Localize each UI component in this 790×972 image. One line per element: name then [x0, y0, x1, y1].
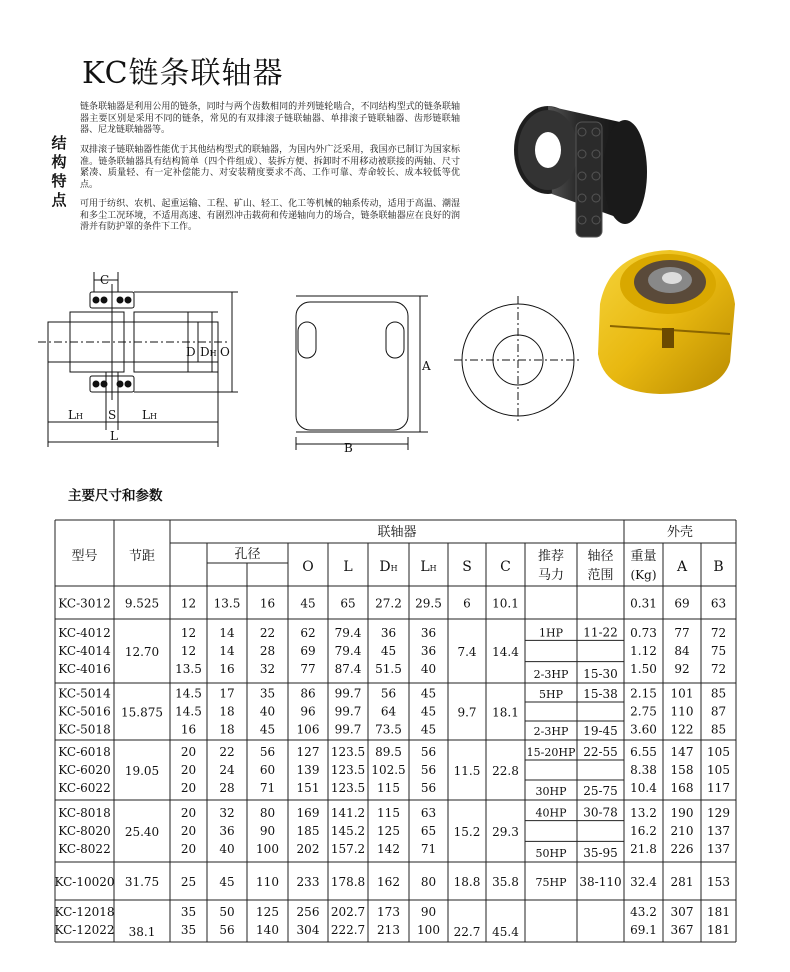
- l-cell: 99.7: [334, 722, 362, 737]
- dh-cell: 213: [377, 923, 400, 937]
- lh-cell: 56: [420, 763, 437, 777]
- side-char: 构: [51, 153, 67, 171]
- dh-cell: 115: [377, 806, 400, 820]
- a-cell: 226: [670, 842, 694, 856]
- bore3-cell: 110: [256, 875, 279, 889]
- weight-cell: 2.15: [630, 686, 657, 701]
- bore1-cell: 16: [180, 722, 197, 737]
- bore2-cell: 14: [219, 626, 235, 640]
- a-cell: 110: [670, 704, 694, 719]
- c-cell: 14.4: [492, 645, 519, 659]
- b-cell: 85: [710, 722, 727, 737]
- o-cell: 69: [300, 644, 316, 658]
- b-cell: 85: [710, 686, 727, 701]
- model-cell: KC-5014: [58, 686, 111, 701]
- o-cell: 139: [296, 763, 320, 777]
- features-paragraph: 双排滚子链联轴器性能优于其他结构型式的联轴器，为国内外广泛采用，我国亦已制订为国家标准。链条联轴器具有结构简单（四个件组成）、装拆方便、拆卸时不用移动被联接的两轴、尺寸紧凑、质量轻、有一定补偿能力、对安装精度要求不高、工作可靠、寿命较长、成本较低等优点。: [80, 145, 460, 190]
- model-cell: KC-6018: [58, 745, 111, 759]
- model-cell: KC-8018: [58, 806, 111, 820]
- o-cell: 127: [296, 745, 320, 759]
- bore2-cell: 56: [219, 923, 235, 937]
- bore2-cell: 32: [219, 806, 235, 820]
- dim-label-c: C: [100, 273, 110, 287]
- a-cell: 92: [674, 662, 690, 676]
- c-cell: 35.8: [492, 875, 519, 889]
- pitch-cell: 25.40: [124, 825, 160, 839]
- model-cell: KC-8020: [58, 824, 111, 838]
- model-cell: KC-10020: [54, 875, 115, 889]
- a-cell: 190: [670, 806, 694, 820]
- dh-cell: 64: [380, 704, 397, 719]
- a-cell: 367: [670, 923, 694, 937]
- model-cell: KC-4014: [58, 644, 111, 658]
- model-cell: KC-12022: [54, 923, 115, 937]
- bore3-cell: 125: [256, 905, 279, 919]
- bore1-cell: 25: [180, 875, 197, 889]
- weight-cell: 6.55: [630, 745, 657, 759]
- lh-cell: 36: [420, 644, 437, 658]
- dh-cell: 27.2: [375, 596, 402, 611]
- bore3-cell: 90: [259, 824, 276, 838]
- dh-cell: 36: [380, 626, 397, 640]
- c-cell: 29.3: [492, 825, 519, 839]
- header-s: S: [462, 559, 472, 575]
- header-dh: DH: [379, 559, 398, 575]
- bore3-cell: 45: [259, 722, 276, 737]
- o-cell: 169: [296, 806, 320, 820]
- l-cell: 202.7: [330, 905, 366, 919]
- side-char: 特: [51, 172, 67, 190]
- pitch-cell: 9.525: [124, 596, 160, 611]
- a-cell: 147: [670, 745, 694, 759]
- header-weight: (Kg): [630, 568, 657, 582]
- l-cell: 123.5: [330, 763, 366, 777]
- b-cell: 72: [710, 626, 727, 640]
- a-cell: 307: [670, 905, 694, 919]
- b-cell: 105: [707, 763, 730, 777]
- dim-label-dh: DH: [200, 345, 217, 359]
- a-cell: 69: [674, 596, 690, 611]
- a-cell: 77: [674, 626, 690, 640]
- model-cell: KC-6020: [58, 763, 111, 777]
- weight-cell: 1.50: [630, 662, 657, 676]
- b-cell: 129: [707, 806, 730, 820]
- dh-cell: 102.5: [371, 763, 406, 777]
- application-paragraph: 可用于纺织、农机、起重运输、工程、矿山、轻工、化工等机械的轴系传动，适用于高温、潮湿和多尘工况环境，不适用高速、有剧烈冲击载荷和传递轴向力的场合，链条联轴器应在良好的润滑并有防护罩的条件下工作。: [80, 199, 460, 232]
- dh-cell: 115: [377, 781, 400, 795]
- dim-label-o: O: [220, 345, 230, 359]
- bore1-cell: 20: [180, 842, 197, 856]
- dh-cell: 173: [377, 905, 400, 919]
- shaft-cell: 11-22: [583, 625, 618, 640]
- header-weight: 重量: [630, 549, 657, 564]
- hp-cell: 30HP: [535, 785, 567, 798]
- bore1-cell: 20: [180, 763, 197, 777]
- l-cell: 222.7: [330, 923, 366, 937]
- a-cell: 101: [670, 686, 694, 701]
- weight-cell: 3.60: [630, 722, 657, 737]
- pitch-cell: 12.70: [124, 645, 160, 659]
- b-cell: 181: [707, 923, 730, 937]
- bore1-cell: 20: [180, 781, 197, 795]
- o-cell: 45: [300, 596, 316, 611]
- header-housing-group: 外壳: [666, 525, 694, 540]
- dim-label-a: A: [422, 359, 431, 373]
- bore1-cell: 20: [180, 824, 197, 838]
- dh-cell: 56: [380, 686, 397, 701]
- c-cell: 45.4: [492, 925, 519, 939]
- bore2-cell: 50: [219, 905, 235, 919]
- lh-cell: 90: [420, 905, 437, 919]
- bore2-cell: 45: [219, 875, 235, 889]
- dh-cell: 125: [377, 824, 400, 838]
- header-l: L: [343, 559, 353, 575]
- weight-cell: 8.38: [630, 763, 657, 777]
- bore1-cell: 12: [180, 596, 197, 611]
- weight-cell: 10.4: [630, 781, 657, 795]
- a-cell: 168: [670, 781, 694, 795]
- l-cell: 79.4: [334, 644, 362, 658]
- b-cell: 75: [710, 644, 727, 658]
- dim-label-s: S: [108, 408, 117, 422]
- lh-cell: 56: [420, 745, 437, 759]
- header-a: A: [676, 559, 688, 575]
- page-title: KC链条联轴器: [82, 56, 284, 91]
- bore3-cell: 35: [259, 686, 276, 701]
- bore1-cell: 13.5: [175, 662, 202, 676]
- lh-cell: 40: [420, 662, 437, 676]
- hp-cell: 15-20HP: [526, 746, 576, 759]
- bore3-cell: 100: [256, 842, 279, 856]
- lh-cell: 71: [420, 842, 437, 856]
- o-cell: 86: [300, 686, 316, 701]
- l-cell: 123.5: [330, 745, 366, 759]
- bore2-cell: 16: [219, 662, 235, 676]
- header-coupling-group: 联轴器: [377, 525, 417, 540]
- dh-cell: 142: [377, 842, 400, 856]
- bore3-cell: 40: [259, 704, 276, 719]
- lh-cell: 80: [420, 875, 437, 889]
- lh-cell: 29.5: [415, 596, 442, 611]
- header-pitch: 节距: [128, 549, 156, 564]
- o-cell: 304: [296, 923, 320, 937]
- bore3-cell: 28: [259, 644, 276, 658]
- s-cell: 18.8: [453, 875, 481, 889]
- l-cell: 79.4: [334, 626, 362, 640]
- dim-label-l: L: [110, 429, 118, 443]
- dh-cell: 89.5: [375, 745, 402, 759]
- b-cell: 87: [710, 704, 727, 719]
- shaft-cell: 22-55: [583, 745, 618, 759]
- model-cell: KC-8022: [58, 842, 111, 856]
- hp-cell: 1HP: [539, 626, 563, 640]
- header-hp: 马力: [537, 568, 565, 583]
- b-cell: 63: [710, 596, 727, 611]
- pitch-cell: 38.1: [128, 925, 156, 939]
- shaft-cell: 35-95: [583, 846, 618, 860]
- hp-cell: 5HP: [539, 688, 563, 701]
- lh-cell: 36: [420, 626, 437, 640]
- hp-cell: 75HP: [535, 876, 567, 889]
- bore1-cell: 12: [180, 626, 197, 640]
- bore2-cell: 13.5: [213, 596, 241, 611]
- header-hp: 推荐: [537, 549, 565, 564]
- shaft-cell: 19-45: [583, 724, 618, 738]
- s-cell: 9.7: [457, 705, 477, 720]
- lh-cell: 63: [420, 806, 437, 820]
- o-cell: 106: [296, 722, 320, 737]
- bore2-cell: 22: [219, 745, 235, 759]
- a-cell: 158: [670, 763, 694, 777]
- dh-cell: 162: [377, 875, 400, 889]
- dh-cell: 45: [380, 644, 397, 658]
- bore1-cell: 35: [180, 923, 197, 937]
- l-cell: 178.8: [330, 875, 366, 889]
- bore3-cell: 140: [256, 923, 279, 937]
- model-cell: KC-4016: [58, 662, 111, 676]
- bore1-cell: 35: [180, 905, 197, 919]
- s-cell: 7.4: [457, 645, 477, 659]
- dim-label-lh-left: LH: [68, 408, 83, 422]
- model-cell: KC-12018: [54, 905, 115, 919]
- bore2-cell: 24: [219, 763, 235, 777]
- header-o: O: [302, 559, 314, 575]
- dh-cell: 51.5: [375, 662, 402, 676]
- l-cell: 65: [340, 596, 356, 611]
- weight-cell: 21.8: [630, 842, 657, 856]
- l-cell: 145.2: [330, 824, 366, 838]
- bore2-cell: 18: [219, 704, 235, 719]
- hp-cell: 40HP: [535, 806, 567, 820]
- o-cell: 256: [296, 905, 320, 919]
- weight-cell: 16.2: [630, 824, 657, 838]
- weight-cell: 2.75: [630, 704, 657, 719]
- o-cell: 77: [300, 662, 316, 676]
- lh-cell: 56: [420, 781, 437, 795]
- lh-cell: 100: [417, 923, 440, 937]
- pitch-cell: 15.875: [121, 705, 163, 720]
- header-bore: 孔径: [234, 547, 261, 562]
- bore3-cell: 32: [259, 662, 276, 676]
- bore3-cell: 60: [259, 763, 276, 777]
- bore1-cell: 14.5: [175, 704, 202, 719]
- bore3-cell: 80: [259, 806, 276, 820]
- dh-cell: 73.5: [375, 722, 402, 737]
- header-shaft: 范围: [587, 568, 614, 583]
- lh-cell: 65: [420, 824, 437, 838]
- c-cell: 10.1: [492, 596, 519, 611]
- bore1-cell: 14.5: [175, 686, 202, 701]
- l-cell: 157.2: [330, 842, 366, 856]
- s-cell: 11.5: [453, 764, 481, 778]
- s-cell: 6: [463, 596, 471, 611]
- b-cell: 117: [707, 781, 730, 795]
- intro-paragraph: 链条联轴器是利用公用的链条，同时与两个齿数相同的并列链轮啮合，不同结构型式的链条联轴器主要区别是采用不同的链条，常见的有双排滚子链联轴器、单排滚子链联轴器、齿形链联轴器、尼龙链联轴器等。: [80, 102, 460, 135]
- pitch-cell: 19.05: [124, 764, 160, 778]
- weight-cell: 13.2: [630, 806, 657, 820]
- l-cell: 99.7: [334, 686, 362, 701]
- shaft-cell: 15-30: [583, 667, 618, 681]
- o-cell: 96: [300, 704, 316, 719]
- table-title: 主要尺寸和参数: [68, 488, 163, 504]
- bore3-cell: 71: [259, 781, 276, 795]
- model-cell: KC-3012: [58, 596, 111, 611]
- header-model: 型号: [71, 549, 98, 564]
- weight-cell: 0.31: [630, 596, 657, 611]
- bore2-cell: 18: [219, 722, 235, 737]
- side-char: 结: [51, 134, 67, 152]
- l-cell: 141.2: [330, 806, 366, 820]
- weight-cell: 69.1: [630, 923, 657, 937]
- b-cell: 72: [710, 662, 727, 676]
- dim-label-lh-right: LH: [142, 408, 157, 422]
- bore1-cell: 20: [180, 745, 197, 759]
- bore2-cell: 14: [219, 644, 235, 658]
- hp-cell: 2-3HP: [533, 725, 569, 738]
- a-cell: 281: [670, 875, 694, 889]
- header-shaft: 轴径: [587, 549, 614, 564]
- a-cell: 84: [674, 644, 690, 658]
- o-cell: 151: [296, 781, 320, 795]
- model-cell: KC-5016: [58, 704, 111, 719]
- l-cell: 123.5: [330, 781, 366, 795]
- header-lh: LH: [420, 559, 437, 575]
- o-cell: 233: [296, 875, 320, 889]
- header-c: C: [500, 559, 511, 575]
- bore3-cell: 16: [259, 596, 276, 611]
- s-cell: 15.2: [453, 825, 481, 839]
- model-cell: KC-6022: [58, 781, 111, 795]
- bore2-cell: 17: [219, 686, 235, 701]
- bore1-cell: 20: [180, 806, 197, 820]
- bore3-cell: 56: [259, 745, 276, 759]
- lh-cell: 45: [420, 686, 437, 701]
- b-cell: 105: [707, 745, 730, 759]
- shaft-cell: 30-78: [583, 805, 618, 820]
- o-cell: 185: [296, 824, 320, 838]
- a-cell: 210: [670, 824, 694, 838]
- shaft-cell: 15-38: [583, 687, 618, 701]
- s-cell: 22.7: [453, 925, 481, 939]
- bore1-cell: 12: [180, 644, 197, 658]
- b-cell: 181: [707, 905, 730, 919]
- dim-label-d: D: [186, 345, 196, 359]
- weight-cell: 1.12: [630, 644, 657, 658]
- o-cell: 62: [300, 626, 316, 640]
- model-cell: KC-4012: [58, 626, 111, 640]
- hp-cell: 50HP: [535, 847, 567, 860]
- b-cell: 137: [707, 824, 730, 838]
- o-cell: 202: [296, 842, 320, 856]
- b-cell: 137: [707, 842, 730, 856]
- lh-cell: 45: [420, 704, 437, 719]
- model-cell: KC-5018: [58, 722, 111, 737]
- c-cell: 22.8: [492, 764, 519, 778]
- bore3-cell: 22: [259, 626, 276, 640]
- shaft-cell: 38-110: [579, 875, 622, 889]
- bore2-cell: 36: [219, 824, 235, 838]
- dim-label-b: B: [344, 441, 353, 455]
- pitch-cell: 31.75: [124, 875, 160, 889]
- weight-cell: 0.73: [630, 626, 657, 640]
- c-cell: 18.1: [492, 705, 519, 720]
- shaft-cell: 25-75: [583, 784, 618, 798]
- header-b: B: [713, 559, 724, 575]
- weight-cell: 43.2: [630, 905, 657, 919]
- bore2-cell: 28: [219, 781, 235, 795]
- a-cell: 122: [670, 722, 694, 737]
- side-char: 点: [51, 191, 67, 209]
- hp-cell: 2-3HP: [533, 668, 569, 681]
- weight-cell: 32.4: [630, 875, 657, 889]
- b-cell: 153: [707, 875, 730, 889]
- l-cell: 99.7: [334, 704, 362, 719]
- l-cell: 87.4: [334, 662, 362, 676]
- lh-cell: 45: [420, 722, 437, 737]
- bore2-cell: 40: [219, 842, 235, 856]
